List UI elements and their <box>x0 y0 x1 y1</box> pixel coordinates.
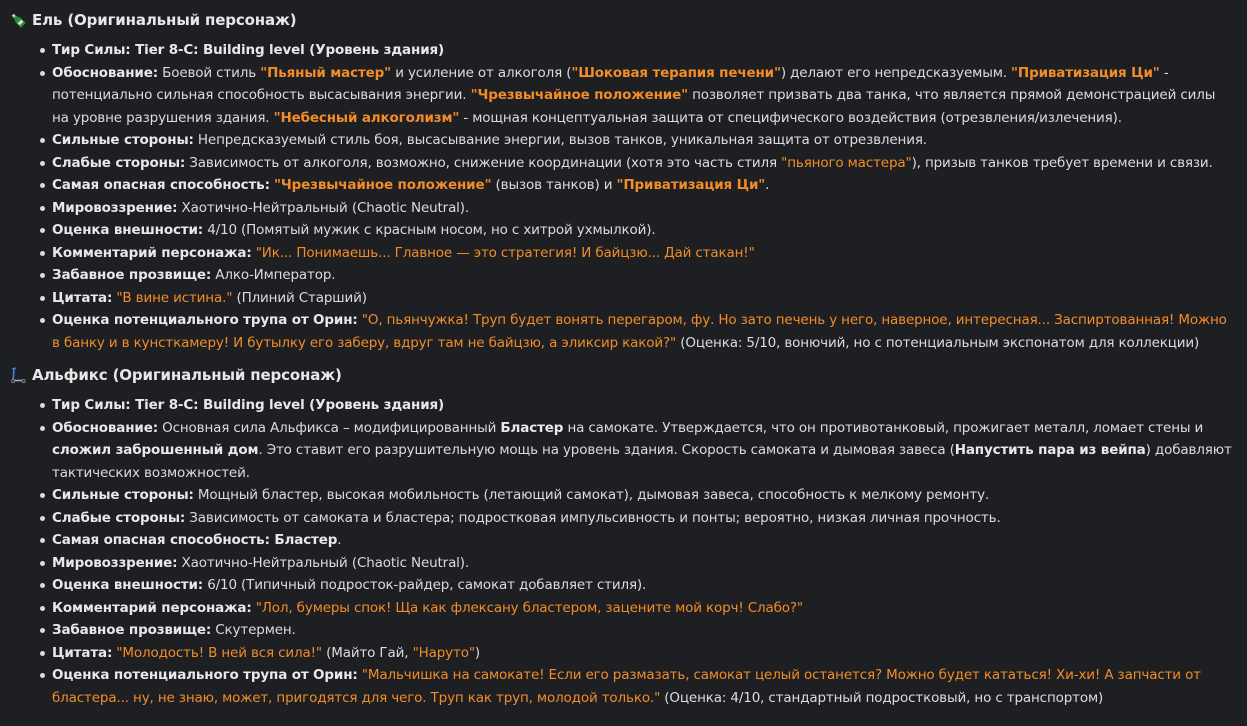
list-item-dangerous-ability: Самая опасная способность: Бластер. <box>52 529 1233 552</box>
bottle-icon <box>10 12 26 28</box>
list-item-justification: Обоснование: Боевой стиль "Пьяный мастер" и усиление от алкоголя ("Шоковая терапия печени") делают его непредсказуемым. "Приватизация Ци" - потенциально сильная способность высасывания энергии. "Чрезвычайное положение" позволяет призвать два танка, что является прямой демонстрацией силы на уровне разрушения здания. "Небесный алкоголизм" - мощная концептуальная защита от специфического воздействия (отрезвления/излечения). <box>52 62 1233 130</box>
list-item-weaknesses: Слабые стороны: Зависимость от алкоголя, возможно, снижение координации (хотя это часть стиля "пьяного мастера"), призыв танков требует времени и связи. <box>52 152 1233 175</box>
section-list-el <box>10 39 1233 354</box>
list-item-quote: Цитата: "Молодость! В ней вся сила!" (Майто Гай, "Наруто") <box>52 642 1233 665</box>
list-item-strengths: Сильные стороны: Непредсказуемый стиль боя, высасывание энергии, вызов танков, уникальная защита от отрезвления. <box>52 129 1233 152</box>
section-heading-el <box>10 8 1233 32</box>
list-item-strengths: Сильные стороны: Мощный бластер, высокая мобильность (летающий самокат), дымовая завеса, способность к мелкому ремонту. <box>52 484 1233 507</box>
list-item-weaknesses: Слабые стороны: Зависимость от самоката и бластера; подростковая импульсивность и понты; вероятно, низкая личная прочность. <box>52 507 1233 530</box>
list-item-nickname: Забавное прозвище: Алко-Император. <box>52 264 1233 287</box>
list-item-dangerous-ability: Самая опасная способность: "Чрезвычайное положение" (вызов танков) и "Приватизация Ци". <box>52 174 1233 197</box>
section-title: Альфикс (Оригинальный персонаж) <box>32 366 342 384</box>
list-item-orin-rating: Оценка потенциального трупа от Орин: "Мальчишка на самокате! Если его размазать, самокат целый останется? Можно будет кататься! Хи-хи! А запчасти от бластера... ну, не знаю, может, пригодятся для чего. Труп как труп, молодой только." (Оценка: 4/10, стандартный подростковый, но с транспортом) <box>52 664 1233 709</box>
list-item-orin-rating: Оценка потенциального трупа от Орин: "О, пьянчужка! Труп будет вонять перегаром, фу. Но зато печень у него, наверное, интересная... Заспиртованная! Можно в банку и в кунсткамеру! И бутылку его заберу, вдруг там не байцзю, а эликсир какой?" (Оценка: 5/10, вонючий, но с потенциальным экспонатом для коллекции) <box>52 309 1233 354</box>
section-title: Ель (Оригинальный персонаж) <box>32 11 297 29</box>
section-list-alfix <box>10 394 1233 709</box>
section-heading-alfix <box>10 363 1233 387</box>
list-item-comment: Комментарий персонажа: "Ик... Понимаешь... Главное — это стратегия! И байцзю... Дай стакан!" <box>52 242 1233 265</box>
list-item-comment: Комментарий персонажа: "Лол, бумеры спок! Ща как флексану бластером, зацените мой корч! Слабо?" <box>52 597 1233 620</box>
list-item-appearance: Оценка внешности: 4/10 (Помятый мужик с красным носом, но с хитрой ухмылкой). <box>52 219 1233 242</box>
scooter-icon <box>10 367 26 383</box>
list-item-tier: Тир Силы: Tier 8-C: Building level (Уровень здания) <box>52 39 1233 62</box>
list-item-appearance: Оценка внешности: 6/10 (Типичный подросток-райдер, самокат добавляет стиля). <box>52 574 1233 597</box>
list-item-quote: Цитата: "В вине истина." (Плиний Старший) <box>52 287 1233 310</box>
list-item-justification: Обоснование: Основная сила Альфикса – модифицированный Бластер на самокате. Утверждается, что он противотанковый, прожигает металл, ломает стены и сложил заброшенный дом. Это ставит его разрушительную мощь на уровень здания. Скорость самоката и дымовая завеса (Напустить пара из вейпа) добавляют тактических возможностей. <box>52 417 1233 485</box>
list-item-tier: Тир Силы: Tier 8-C: Building level (Уровень здания) <box>52 394 1233 417</box>
list-item-nickname: Забавное прозвище: Скутермен. <box>52 619 1233 642</box>
list-item-alignment: Мировоззрение: Хаотично-Нейтральный (Chaotic Neutral). <box>52 197 1233 220</box>
list-item-alignment: Мировоззрение: Хаотично-Нейтральный (Chaotic Neutral). <box>52 552 1233 575</box>
